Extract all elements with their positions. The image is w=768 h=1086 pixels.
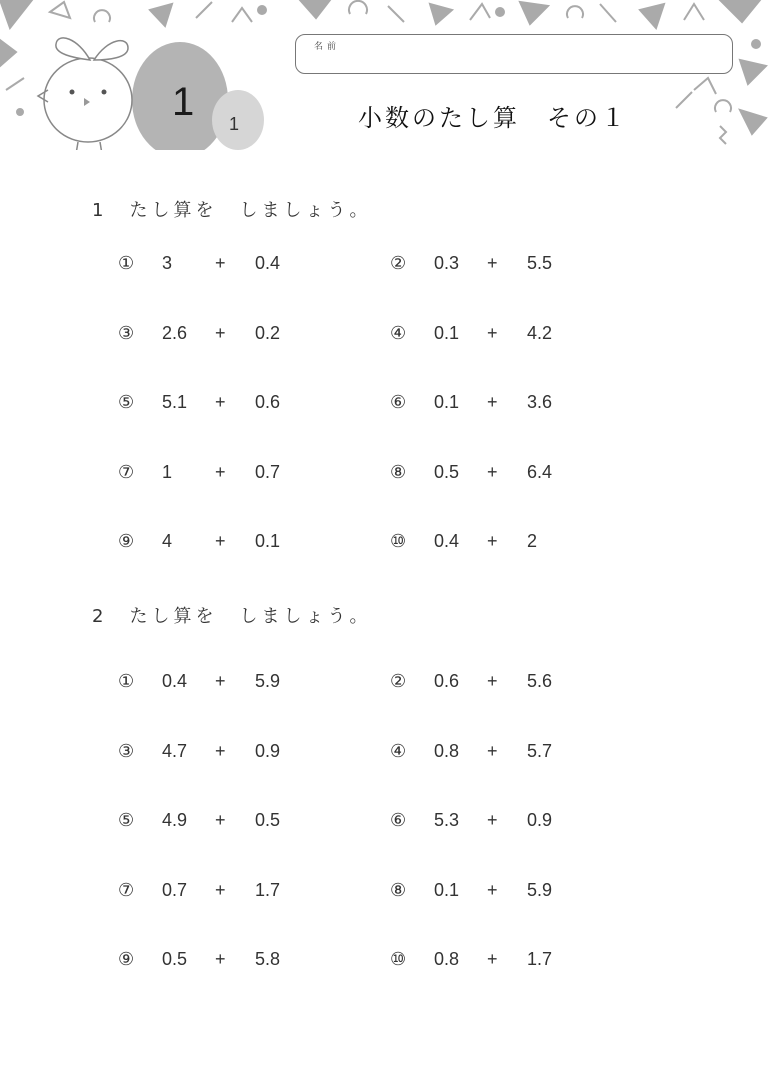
problem-operator: + — [215, 392, 226, 413]
problem-operand-a: 5.1 — [162, 392, 188, 413]
problem-operator: + — [487, 322, 498, 343]
problem-operand-a: 3 — [162, 253, 173, 273]
problem-operator: + — [215, 879, 226, 900]
problem-operand-a: 2.6 — [162, 322, 188, 343]
problem-operand-a: 5.3 — [434, 810, 460, 831]
problem-number: ⑨ — [118, 531, 135, 552]
problem-operator: + — [487, 392, 498, 413]
problem-operator: + — [215, 531, 226, 552]
worksheet-title: 小数のたし算 その１ — [358, 104, 628, 132]
problem-operand-a: 0.5 — [162, 949, 188, 970]
problem-operand-b: 3.6 — [527, 392, 553, 413]
problem-operand-a: 0.4 — [434, 531, 460, 552]
problem-number: ① — [118, 671, 135, 691]
problem-operator: + — [487, 949, 498, 970]
problem-operator: + — [487, 461, 498, 482]
problem-operator: + — [487, 531, 498, 552]
problem-number: ③ — [118, 322, 135, 343]
problem-number: ② — [390, 671, 407, 691]
problem-operand-a: 0.8 — [434, 740, 460, 761]
problem-operator: + — [215, 810, 226, 831]
problem-operator: + — [487, 810, 498, 831]
problem-operand-b: 1.7 — [255, 879, 281, 900]
problem-operand-b: 0.2 — [255, 322, 281, 343]
problem-operand-a: 4 — [162, 531, 173, 552]
problem-operator: + — [215, 671, 226, 691]
problem-number: ⑧ — [390, 461, 407, 482]
problem-operand-b: 0.1 — [255, 531, 281, 552]
name-label: 名前 — [314, 42, 341, 52]
problem-number: ① — [118, 253, 135, 273]
problem-number: ⑥ — [390, 392, 407, 413]
problem-operand-a: 1 — [162, 461, 173, 482]
problem-operand-b: 0.5 — [255, 810, 281, 831]
problem-operand-b: 5.9 — [527, 879, 553, 900]
problem-operand-a: 0.8 — [434, 949, 460, 970]
problem-number: ② — [390, 253, 407, 273]
problem-item — [390, 531, 630, 561]
problem-number: ⑥ — [390, 810, 407, 831]
problem-number: ⑩ — [390, 531, 407, 552]
problem-operand-b: 5.5 — [527, 253, 553, 273]
problem-item — [118, 810, 358, 840]
problem-item — [390, 462, 630, 492]
problem-operator: + — [215, 253, 226, 273]
problem-operand-b: 5.9 — [255, 671, 281, 691]
problem-operand-b: 1.7 — [527, 949, 553, 970]
problem-item — [118, 949, 358, 979]
problem-item — [118, 531, 358, 561]
problem-operand-a: 0.6 — [434, 671, 460, 691]
problem-item — [118, 323, 358, 353]
problem-number: ⑤ — [118, 392, 135, 413]
sub-number: 1 — [229, 114, 240, 134]
problem-operand-b: 0.7 — [255, 461, 281, 482]
problem-item — [390, 323, 630, 353]
problem-item — [390, 741, 630, 771]
problem-operand-a: 0.1 — [434, 322, 460, 343]
problem-number: ⑧ — [390, 879, 407, 900]
section-1-heading: 1 たし算を しましょう。 — [92, 200, 372, 221]
problem-operand-b: 6.4 — [527, 461, 553, 482]
problem-item — [118, 741, 358, 771]
problem-number: ③ — [118, 740, 135, 761]
problem-number: ④ — [390, 322, 407, 343]
problem-operand-a: 4.9 — [162, 810, 188, 831]
problem-item — [390, 392, 630, 422]
problem-operand-b: 5.7 — [527, 740, 553, 761]
problem-item — [390, 253, 630, 283]
problem-operator: + — [215, 322, 226, 343]
problem-operand-b: 0.6 — [255, 392, 281, 413]
problem-operand-a: 0.1 — [434, 392, 460, 413]
problem-item — [118, 462, 358, 492]
problem-number: ④ — [390, 740, 407, 761]
problem-operator: + — [487, 253, 498, 273]
problem-number: ⑨ — [118, 949, 135, 970]
problem-operator: + — [487, 740, 498, 761]
problem-operand-b: 0.4 — [255, 253, 281, 273]
problem-operand-a: 0.5 — [434, 461, 460, 482]
problem-number: ⑦ — [118, 879, 135, 900]
problem-operand-b: 4.2 — [527, 322, 553, 343]
problem-number: ⑤ — [118, 810, 135, 831]
problem-number: ⑦ — [118, 461, 135, 482]
problem-operand-b: 5.8 — [255, 949, 281, 970]
problem-operator: + — [215, 949, 226, 970]
problem-item — [118, 392, 358, 422]
section-2-heading: 2 たし算を しましょう。 — [92, 606, 372, 627]
problem-item — [390, 810, 630, 840]
problem-operator: + — [215, 740, 226, 761]
problem-item — [118, 253, 358, 283]
problem-operator: + — [487, 671, 498, 691]
problem-operand-b: 0.9 — [255, 740, 281, 761]
problem-operand-a: 4.7 — [162, 740, 188, 761]
problem-item — [390, 949, 630, 979]
problem-item — [118, 880, 358, 910]
problem-operator: + — [215, 461, 226, 482]
unit-number: 1 — [172, 80, 195, 124]
problem-number: ⑩ — [390, 949, 407, 970]
problem-operand-a: 0.4 — [162, 671, 188, 691]
problem-operand-a: 0.7 — [162, 879, 188, 900]
problem-operand-b: 0.9 — [527, 810, 553, 831]
problem-operator: + — [487, 879, 498, 900]
name-field[interactable] — [295, 34, 733, 74]
problem-operand-b: 2 — [527, 531, 538, 552]
problem-operand-a: 0.1 — [434, 879, 460, 900]
problem-operand-b: 5.6 — [527, 671, 553, 691]
problem-item — [118, 671, 358, 701]
problem-operand-a: 0.3 — [434, 253, 460, 273]
problem-item — [390, 880, 630, 910]
problem-item — [390, 671, 630, 701]
